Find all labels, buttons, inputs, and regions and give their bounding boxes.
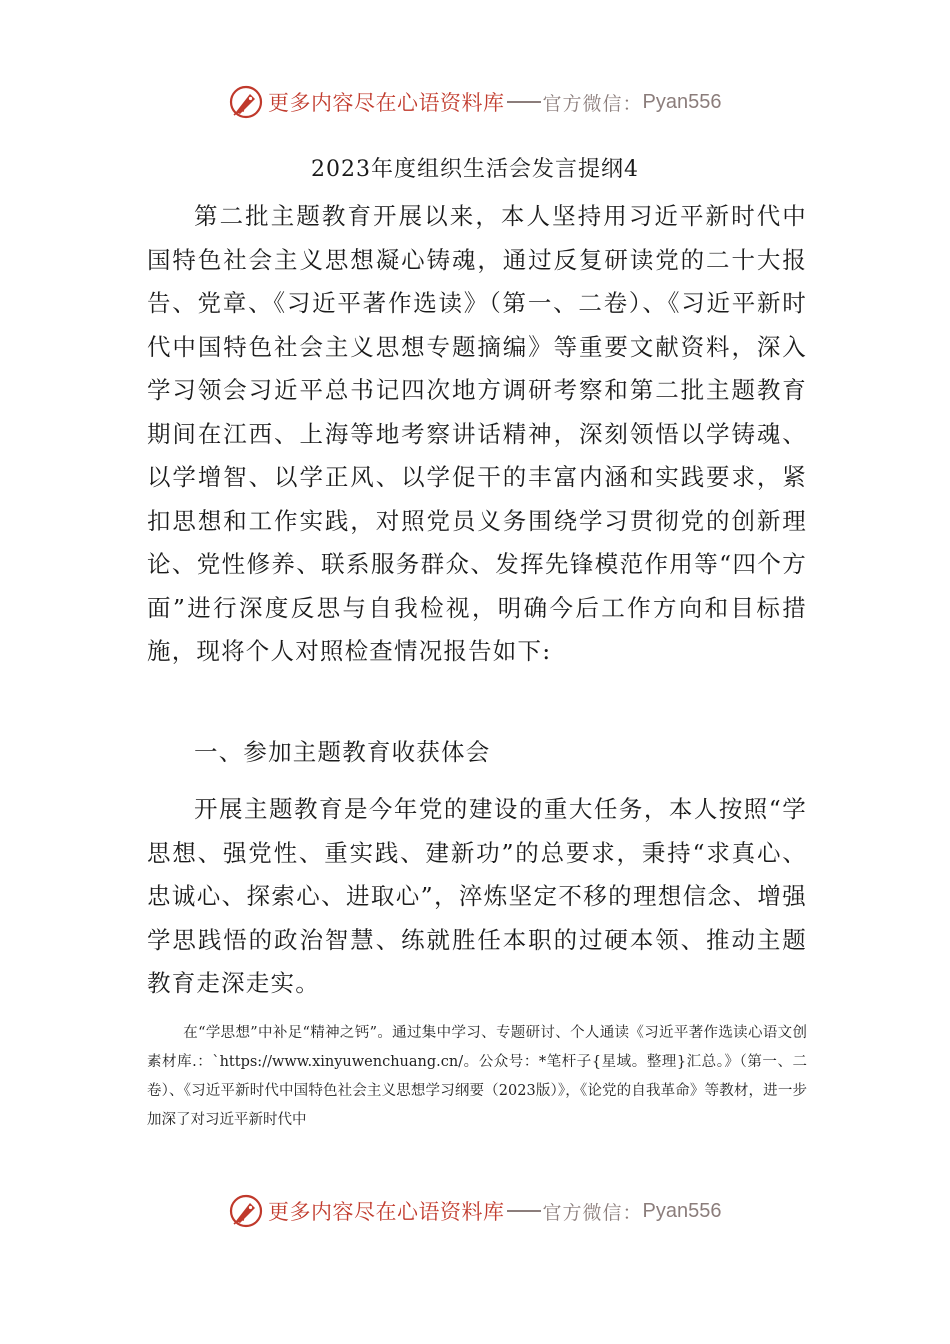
- banner-wechat-id: Pyan556: [642, 90, 722, 113]
- banner-wechat-id: Pyan556: [642, 1199, 722, 1222]
- paragraph-section-body: 开展主题教育是今年党的建设的重大任务，本人按照“学思想、强党性、重实践、建新功”的总要求，秉持“求真心、忠诚心、探索心、进取心”，淬炼坚定不移的理想信念、增强学思践悟的政治智慧、练就胜任本职的过硬本领、推动主题教育走深走实。: [147, 795, 807, 997]
- footer-banner: [228, 1191, 721, 1231]
- banner-text: 更多内容尽在心语资料库: [268, 1200, 505, 1224]
- header-banner: [228, 82, 721, 122]
- banner-text: 更多内容尽在心语资料库: [268, 91, 505, 115]
- banner-wechat-label: 官方微信：: [542, 1201, 643, 1224]
- paragraph-small-print: 在“学思想”中补足“精神之钙”。通过集中学习、专题研讨、个人通读《习近平著作选读心语文创素材库.：`https://www.xinyuwenchuang.cn/。公众号：*笔杆子{星域。整理}汇总。》（第一、二卷）、《习近平新时代中国特色社会主义思想学习纲要（2023版）》，《论党的自我革命》等教材，进一步加深了对习近平新时代中: [147, 1025, 807, 1128]
- document-title: 2023年度组织生活会发言提纲4: [311, 157, 639, 182]
- pen-nib-logo-icon: [228, 84, 264, 120]
- paragraph-intro: 第二批主题教育开展以来，本人坚持用习近平新时代中国特色社会主义思想凝心铸魂，通过反复研读党的二十大报告、党章、《习近平著作选读》（第一、二卷）、《习近平新时代中国特色社会主义思想专题摘编》等重要文献资料，深入学习领会习近平总书记四次地方调研考察和第二批主题教育期间在江西、上海等地考察讲话精神，深刻领悟以学铸魂、以学增智、以学正风、以学促干的丰富内涵和实践要求，紧扣思想和工作实践，对照党员义务围绕学习贯彻党的创新理论、党性修养、联系服务群众、发挥先锋模范作用等“四个方面”进行深度反思与自我检视，明确今后工作方向和目标措施，现将个人对照检查情况报告如下:: [147, 202, 807, 665]
- banner-separator: [507, 101, 541, 103]
- banner-wechat-label: 官方微信：: [542, 92, 643, 115]
- pen-nib-logo-icon: [228, 1193, 264, 1229]
- section-heading: 一、参加主题教育收获体会: [194, 738, 491, 766]
- banner-separator: [507, 1210, 541, 1212]
